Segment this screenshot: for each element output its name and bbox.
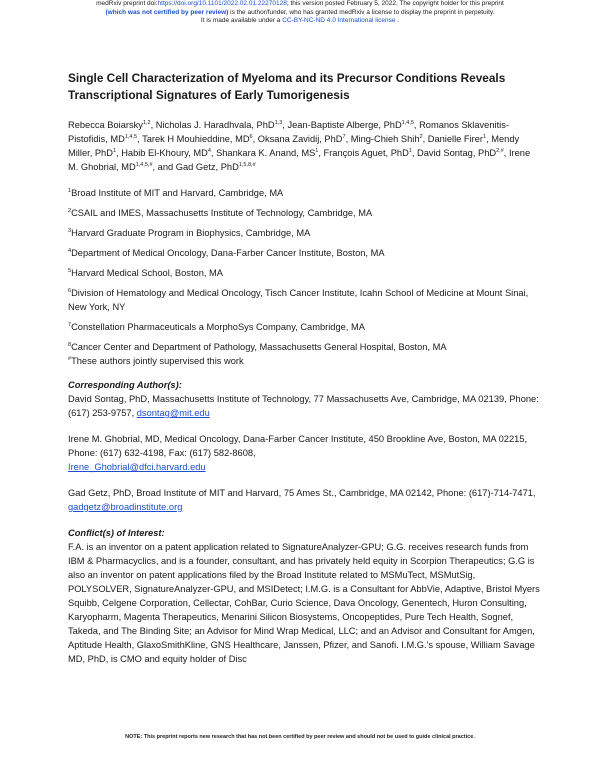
author-name: Ming-Chieh Shih	[350, 134, 420, 144]
affiliation-mark: 2	[68, 207, 72, 214]
affiliation-mark: 5	[68, 267, 72, 274]
author-affiliation-marks: 1,5,8,#	[238, 161, 256, 168]
ghobrial-email-link[interactable]: Irene_Ghobrial@dfci.harvard.edu	[68, 462, 206, 472]
affiliation-mark: #	[68, 355, 72, 362]
doi-link[interactable]: https://doi.org/10.1101/2022.02.01.22270128	[157, 0, 287, 7]
peer-review-footer: NOTE: This preprint reports new research that has not been certified by peer review and should not be used to guide clinical practice.	[125, 734, 475, 740]
affiliation-item	[68, 206, 540, 220]
author-name: Oksana Zavidij, PhD	[257, 134, 343, 144]
affiliation-item	[68, 186, 540, 200]
affiliation-item	[68, 354, 540, 368]
author-name: Nicholas J. Haradhvala, PhD	[155, 120, 275, 130]
affiliation-mark: 1	[68, 187, 72, 194]
author-affiliation-marks: 1	[483, 133, 487, 140]
banner-line-2	[0, 9, 600, 18]
affiliation-text: These authors jointly supervised this work	[71, 356, 244, 366]
affiliation-list	[68, 186, 540, 368]
affiliation-text: CSAIL and IMES, Massachusetts Institute of Technology, Cambridge, MA	[71, 208, 373, 218]
author-name: Gad Getz, PhD	[175, 162, 239, 172]
author-affiliation-marks: 2	[419, 133, 423, 140]
affiliation-mark: 6	[68, 287, 72, 294]
paper-title: Single Cell Characterization of Myeloma and its Precursor Conditions Reveals Transcriptional Signatures of Early Tumorigenesis	[68, 71, 506, 102]
author-name: Habib El-Khoury, MD	[121, 148, 208, 158]
affiliation-text: Harvard Medical School, Boston, MA	[71, 268, 223, 278]
author-list	[68, 118, 540, 174]
author-separator: ,	[116, 148, 122, 158]
affiliation-item	[68, 340, 540, 354]
author-separator: ,	[411, 148, 418, 158]
author-name: Danielle Firer	[427, 134, 484, 144]
author-affiliation-marks: 1,4,5,#	[135, 161, 153, 168]
author-affiliation-marks: 2,#	[496, 147, 504, 154]
author-name: Romanos Sklavenitis-Pistofidis, MD	[68, 120, 509, 144]
banner-line-1	[0, 0, 600, 9]
author-name: David Sontag, PhD	[417, 148, 497, 158]
conflicts-heading: Conflict(s) of Interest:	[68, 528, 165, 538]
preprint-banner	[0, 0, 600, 26]
author-separator: ,	[503, 148, 509, 158]
author-name: Rebecca Boiarsky	[68, 120, 143, 130]
conflicts-text: F.A. is an inventor on a patent application related to SignatureAnalyzer-GPU; G.G. receives research funds from IBM & Pharmacyclics, and is a founder, consultant, and has privately held equity in Scorpion Therapeutics; G.G is also an inventor on patent applications filed by the Broad Institute related to MSMuTect, MSMutSig, POLYSOLVER, SignatureAnalyzer-GPU, and MSIDetect; I.M.G. is a Consultant for AbbVie, Adaptive, Bristol Myers Squibb, Celgene Corporation, Cellectar, CohBar, Curio Science, Dava Oncology, Genentech, Huron Consulting, Karyopharm, Magenta Therapeutics, Menarini Silicon Biosystems, Oncopeptides, Pure Tech Health, Sognef, Takeda, and The Binding Site; an Advisor for Mind Wrap Medical, LLC; and an Advisor and Consultant for Amgen, Aptitude Health, GlaxoSmithKline, GNS Healthcare, Janssen, Pfizer, and Sanofi. I.M.G.'s spouse, William Savage MD, PhD, is CMO and equity holder of Disc	[68, 542, 540, 664]
author-name: Jean-Baptiste Alberge, PhD	[287, 120, 402, 130]
banner-doi-prefix: medRxiv preprint doi:	[96, 0, 158, 7]
author-name: Irene M. Ghobrial, MD	[68, 148, 531, 172]
affiliation-text: Cancer Center and Department of Pathology, Massachusetts General Hospital, Boston, MA	[71, 342, 447, 352]
sontag-contact: David Sontag, PhD, Massachusetts Institute of Technology, 77 Massachusetts Ave, Cambridge, MA 02139, Phone: (617) 253-9757,	[68, 394, 539, 418]
author-affiliation-marks: 6	[249, 133, 253, 140]
author-affiliation-marks: 1	[112, 147, 117, 154]
author-separator: ,	[413, 120, 420, 130]
author-separator: ,	[345, 134, 351, 144]
corresponding-ghobrial	[68, 432, 540, 474]
author-separator: ,	[252, 134, 258, 144]
banner-line3-suffix: .	[395, 17, 400, 24]
author-separator: ,	[318, 148, 324, 158]
corresponding-getz	[68, 486, 540, 514]
author-name: Mendy Miller, PhD	[68, 134, 520, 158]
author-separator: ,	[282, 120, 288, 130]
ghobrial-contact: Irene M. Ghobrial, MD, Medical Oncology, Dana-Farber Cancer Institute, 450 Brookline Ave, Boston, MA 02215, Phone: (617) 632-4198, Fax: (617) 582-8608,	[68, 434, 528, 458]
author-name: François Aguet, PhD	[323, 148, 409, 158]
affiliation-item	[68, 226, 540, 240]
author-separator: ,	[150, 120, 156, 130]
author-name: Shankara K. Anand, MS	[216, 148, 316, 158]
sontag-email-link[interactable]: dsontag@mit.edu	[136, 408, 210, 418]
affiliation-text: Constellation Pharmaceuticals a MorphoSys Company, Cambridge, MA	[71, 322, 365, 332]
license-link[interactable]: CC-BY-NC-ND 4.0 International license	[282, 17, 396, 24]
author-separator: ,	[137, 134, 143, 144]
author-affiliation-marks: 7	[342, 133, 346, 140]
affiliation-mark: 3	[68, 227, 72, 234]
affiliation-text: Broad Institute of MIT and Harvard, Cambridge, MA	[71, 188, 284, 198]
corresponding-sontag	[68, 392, 540, 420]
getz-email-link[interactable]: gadgetz@broadinstitute.org	[68, 502, 183, 512]
getz-contact: Gad Getz, PhD, Broad Institute of MIT and Harvard, 75 Ames St., Cambridge, MA 02142, Phone: (617)-714-7471,	[68, 488, 536, 498]
affiliation-mark: 4	[68, 247, 72, 254]
affiliation-text: Department of Medical Oncology, Dana-Farber Cancer Institute, Boston, MA	[71, 248, 385, 258]
author-separator: ,	[422, 134, 428, 144]
author-name: Tarek H Mouhieddine, MD	[142, 134, 250, 144]
affiliation-item	[68, 286, 540, 314]
affiliation-item	[68, 266, 540, 280]
affiliation-item	[68, 246, 540, 260]
banner-line-3	[0, 17, 600, 26]
banner-line1-suffix: ; this version posted February 5, 2022. The copyright holder for this preprint	[286, 0, 504, 7]
affiliation-text: Harvard Graduate Program in Biophysics, Cambridge, MA	[71, 228, 311, 238]
author-affiliation-marks: 1,4,5	[124, 133, 138, 140]
affiliation-item	[68, 320, 540, 334]
affiliation-text: Division of Hematology and Medical Oncology, Tisch Cancer Institute, Icahn School of Medicine at Mount Sinai, New York, NY	[68, 288, 529, 312]
affiliation-mark: 8	[68, 341, 72, 348]
banner-line2-rest: is the author/funder, who has granted medRxiv a license to display the preprint in perpetuity.	[228, 8, 495, 16]
author-affiliation-marks: 1,3	[274, 119, 283, 126]
author-separator: , and	[152, 162, 176, 172]
author-affiliation-marks: 1,4,5	[401, 119, 414, 126]
author-affiliation-marks: 1	[408, 147, 412, 154]
author-affiliation-marks: 4	[207, 147, 211, 154]
banner-line3-prefix: It is made available under a	[200, 17, 283, 24]
page-content	[68, 70, 540, 666]
author-separator: ,	[210, 148, 217, 158]
author-affiliation-marks: 1	[315, 147, 319, 154]
author-separator: ,	[486, 134, 492, 144]
banner-peer-review-note: (which was not certified by peer review)	[105, 8, 229, 16]
corresponding-heading: Corresponding Author(s):	[68, 380, 182, 390]
author-affiliation-marks: 1,2	[142, 119, 151, 126]
affiliation-mark: 7	[68, 321, 72, 328]
